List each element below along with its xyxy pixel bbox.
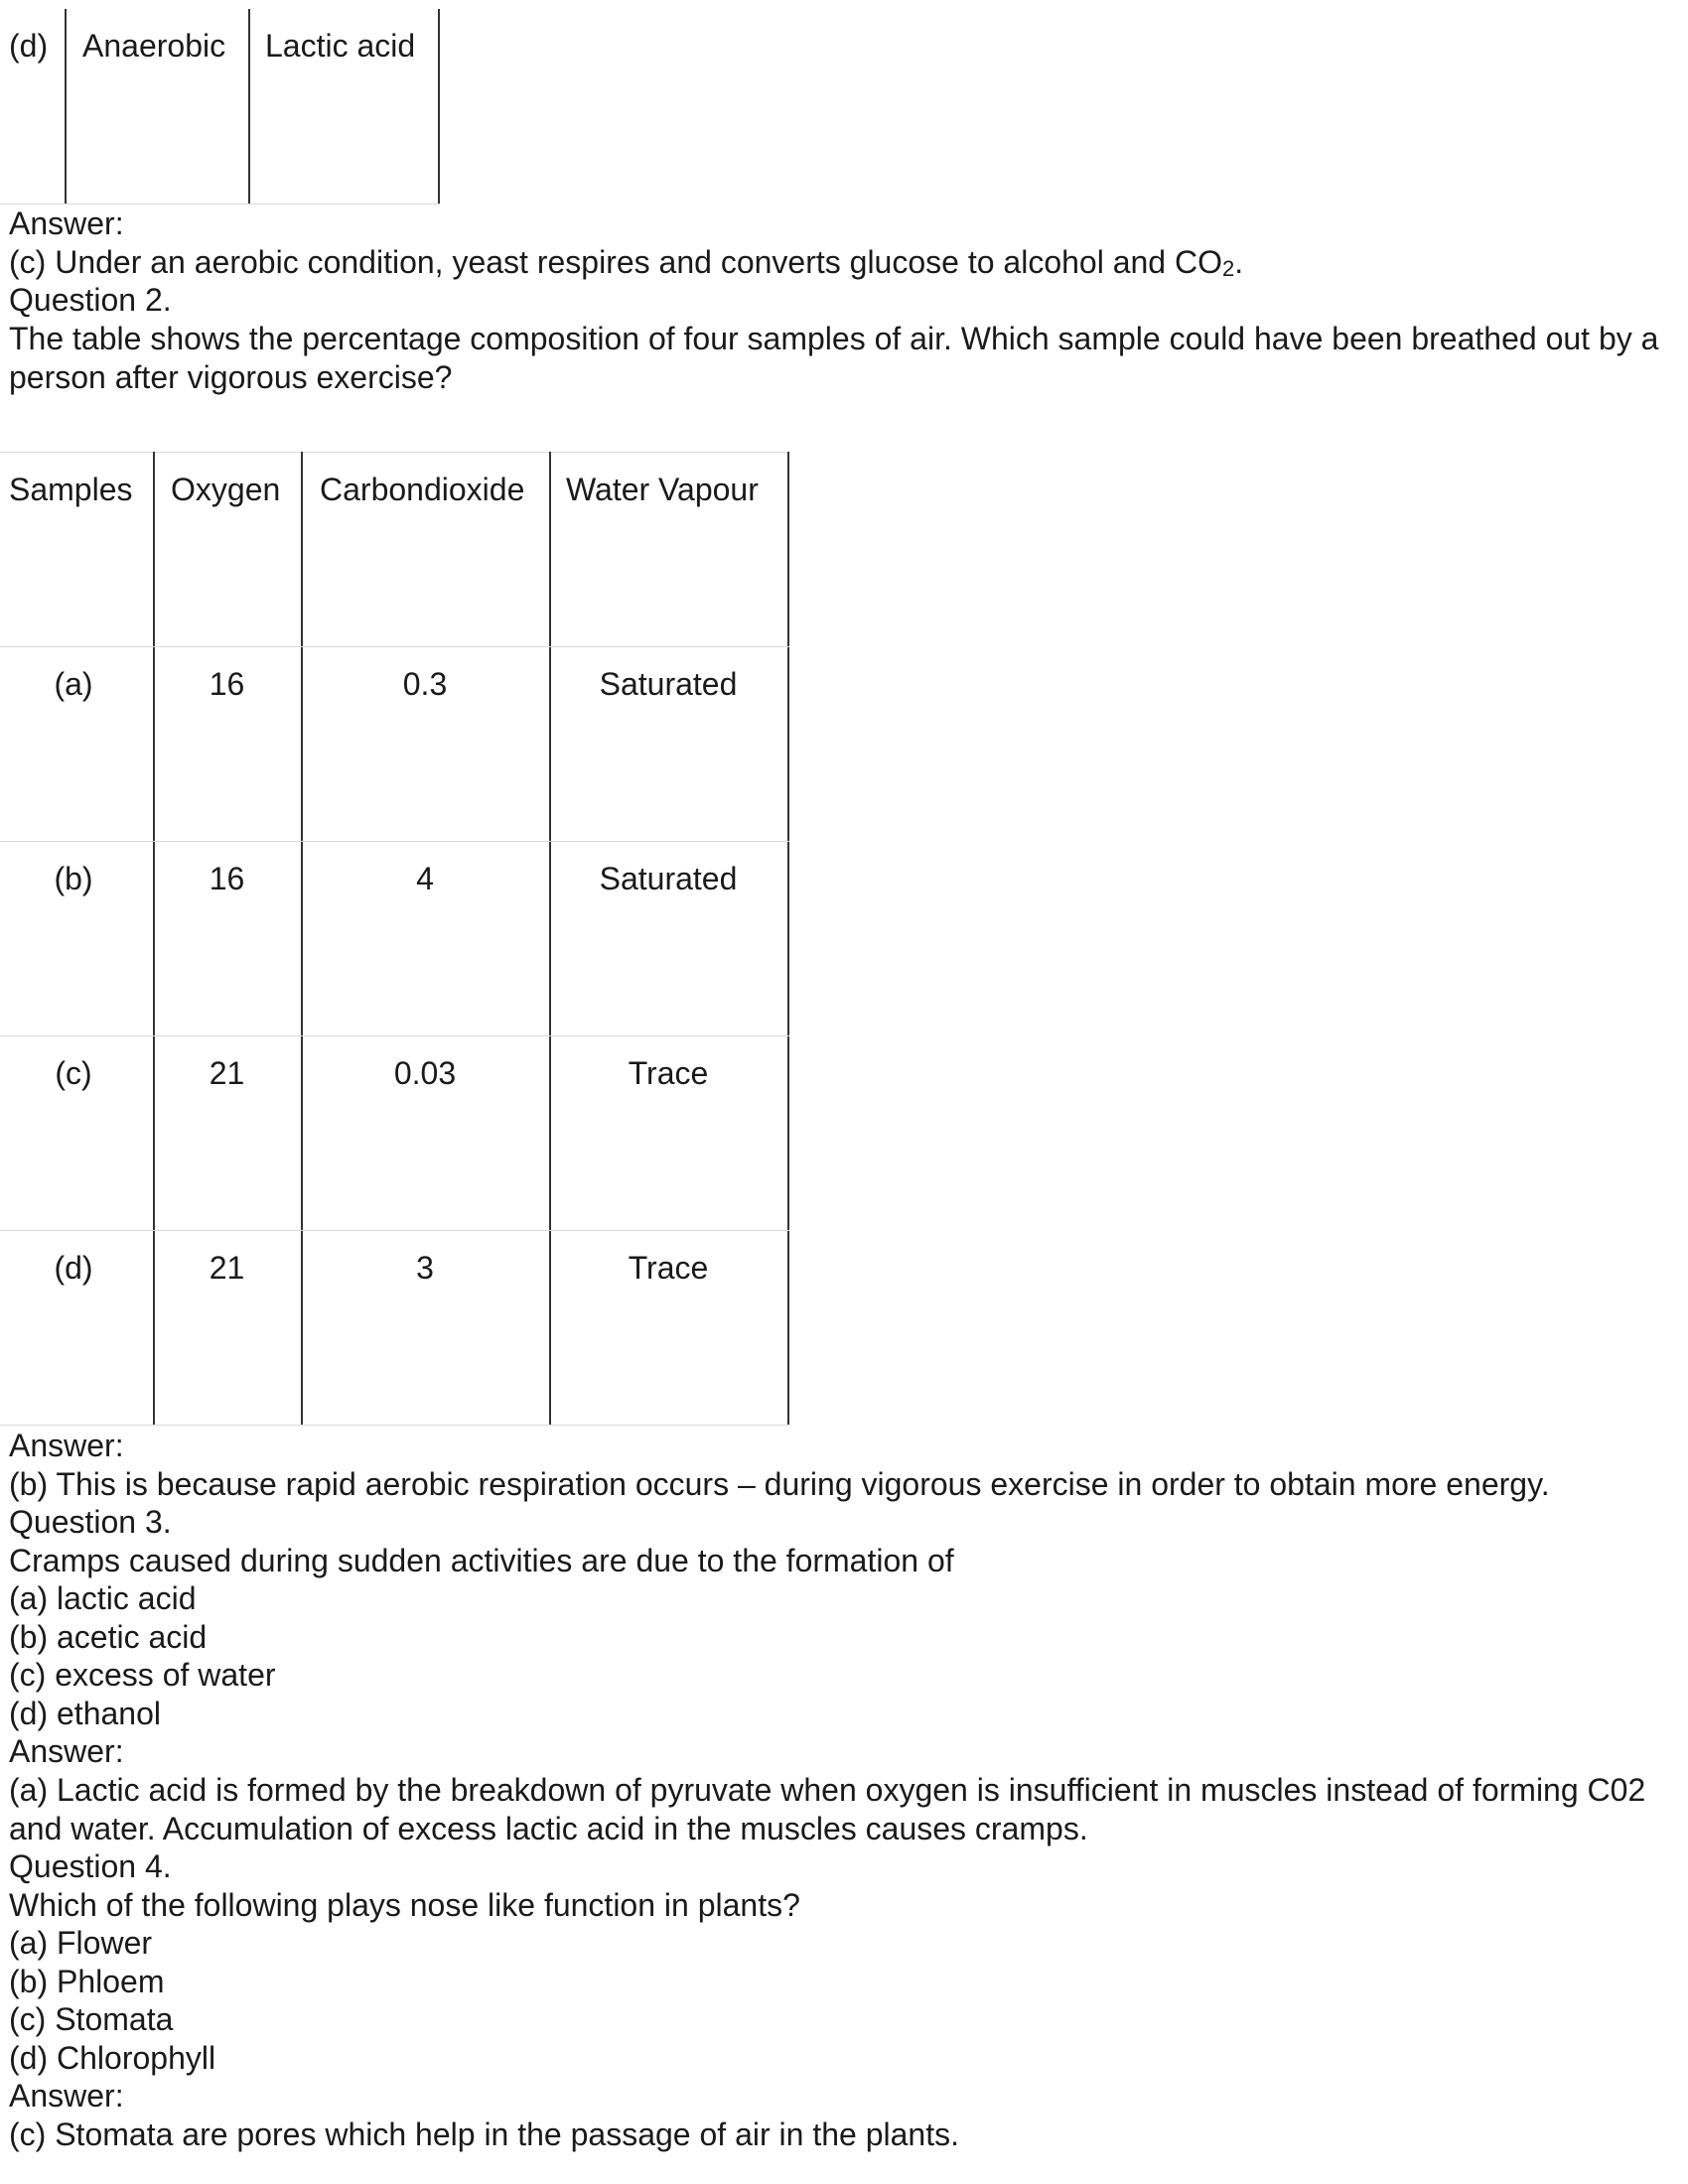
q4-answer-label: Answer:: [9, 2078, 124, 2114]
q3-answer: (a) Lactic acid is formed by the breakdown of pyruvate when oxygen is insufficient in muscles instead of forming C02 and water. Accumulation of excess lactic acid in the muscles causes cramps.: [9, 1772, 1646, 1846]
q4-question-text: Which of the following plays nose like function in plants?: [9, 1887, 800, 1923]
q2-answer: (b) This is because rapid aerobic respiration occurs – during vigorous exercise in order to obtain more energy.: [9, 1466, 1550, 1502]
q3-question-text: Cramps caused during sudden activities are due to the formation of: [9, 1543, 954, 1578]
column-divider: [787, 452, 789, 1425]
cell-carbondioxide: 0.03: [393, 1055, 457, 1091]
table1-label: (d): [9, 28, 49, 64]
table1-divider: [248, 9, 250, 204]
table1-divider: [65, 9, 67, 204]
table1-type: Anaerobic: [82, 28, 226, 64]
cell-carbondioxide: 4: [416, 861, 434, 896]
cell-water-vapour: Trace: [628, 1055, 709, 1091]
row-divider: [0, 1035, 789, 1036]
cell-carbondioxide: 0.3: [402, 666, 448, 702]
q3-option: (d) ethanol: [9, 1696, 161, 1731]
q4-option: (d) Chlorophyll: [9, 2040, 216, 2076]
cell-oxygen: 21: [209, 1250, 245, 1286]
table-top-border: [0, 452, 789, 453]
cell-water-vapour: Trace: [628, 1250, 709, 1286]
q4-title: Question 4.: [9, 1848, 172, 1884]
header-oxygen: Oxygen: [171, 472, 281, 507]
q3-answer-label: Answer:: [9, 1733, 124, 1769]
row-divider: [0, 1230, 789, 1231]
q4-option: (a) Flower: [9, 1925, 153, 1961]
cell-oxygen: 16: [209, 666, 245, 702]
cell-carbondioxide: 3: [416, 1250, 434, 1286]
q3-title: Question 3.: [9, 1504, 172, 1540]
cell-oxygen: 21: [209, 1055, 245, 1091]
q4-option: (b) Phloem: [9, 1964, 165, 1999]
q1-answer-label: Answer:: [9, 205, 124, 241]
cell-water-vapour: Saturated: [599, 666, 738, 702]
cell-oxygen: 16: [209, 861, 245, 896]
q2-title: Question 2.: [9, 282, 172, 318]
q4-answer: (c) Stomata are pores which help in the passage of air in the plants.: [9, 2116, 959, 2152]
q1-answer: (c) Under an aerobic condition, yeast respires and converts glucose to alcohol and $CO_2$.: [9, 244, 1244, 281]
q4-option: (c) Stomata: [9, 2001, 174, 2037]
table1-divider: [438, 9, 440, 204]
cell-sample: (a): [54, 666, 93, 702]
table-bottom-border: [0, 1425, 789, 1426]
q2-question-text: The table shows the percentage composition of four samples of air. Which sample could have been breathed out by a person after vigorous exercise?: [9, 321, 1659, 395]
cell-sample: (d): [54, 1250, 93, 1286]
cell-water-vapour: Saturated: [599, 861, 738, 896]
header-carbondioxide: Carbondioxide: [320, 472, 525, 507]
q3-option: (b) acetic acid: [9, 1619, 208, 1655]
q2-answer-label: Answer:: [9, 1428, 124, 1463]
cell-sample: (b): [54, 861, 93, 896]
cell-sample: (c): [55, 1055, 92, 1091]
header-samples: Samples: [9, 472, 133, 507]
q3-option: (c) excess of water: [9, 1657, 276, 1693]
header-water-vapour: Water Vapour: [566, 472, 759, 507]
row-divider: [0, 646, 789, 647]
q3-option: (a) lactic acid: [9, 1580, 197, 1616]
table1-product: Lactic acid: [265, 28, 416, 64]
row-divider: [0, 841, 789, 842]
